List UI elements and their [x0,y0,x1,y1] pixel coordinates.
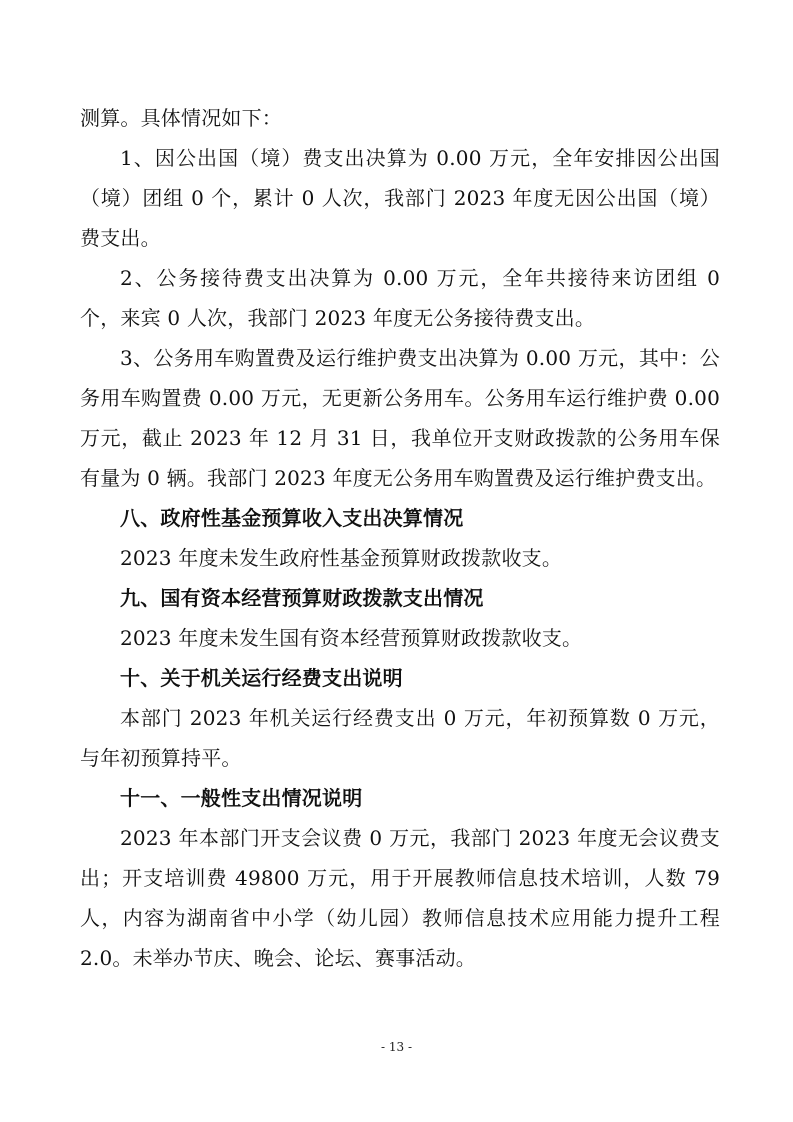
section-heading-10: 十、关于机关运行经费支出说明 [120,666,403,690]
section-body-10: 本部门 2023 年机关运行经费支出 0 万元，年初预算数 0 万元，与年初预算持平。 [80,706,720,770]
section-body-9: 2023 年度未发生国有资本经营预算财政拨款收支。 [120,626,583,650]
intro-continuation: 测算。具体情况如下： [80,106,282,130]
item-official-reception: 2、公务接待费支出决算为 0.00 万元，全年共接待来访团组 0 个，来宾 0 人次，我部门 2023 年度无公务接待费支出。 [80,266,720,330]
page-body [80,98,720,978]
section-heading-11: 十一、一般性支出情况说明 [120,786,363,810]
section-body-8: 2023 年度未发生政府性基金预算财政拨款收支。 [120,546,563,570]
page-number: - 13 - [380,1040,412,1054]
section-heading-8: 八、政府性基金预算收入支出决算情况 [120,506,464,530]
item-overseas-travel: 1、因公出国（境）费支出决算为 0.00 万元，全年安排因公出国（境）团组 0 个，累计 0 人次，我部门 2023 年度无因公出国（境）费支出。 [80,146,720,250]
item-official-vehicles: 3、公务用车购置费及运行维护费支出决算为 0.00 万元，其中：公务用车购置费 0.00 万元，无更新公务用车。公务用车运行维护费 0.00 万元，截止 2023 年 12 月 31 日，我单位开支财政拨款的公务用车保有量为 0 辆。我部门 2023 年度无公务用车购置费及运行维护费支出。 [80,346,720,490]
section-heading-9: 九、国有资本经营预算财政拨款支出情况 [120,586,484,610]
section-body-11: 2023 年本部门开支会议费 0 万元，我部门 2023 年度无会议费支出；开支培训费 49800 万元，用于开展教师信息技术培训，人数 79 人，内容为湖南省中小学（幼儿园）教师信息技术应用能力提升工程 2.0。未举办节庆、晚会、论坛、赛事活动。 [80,826,720,970]
